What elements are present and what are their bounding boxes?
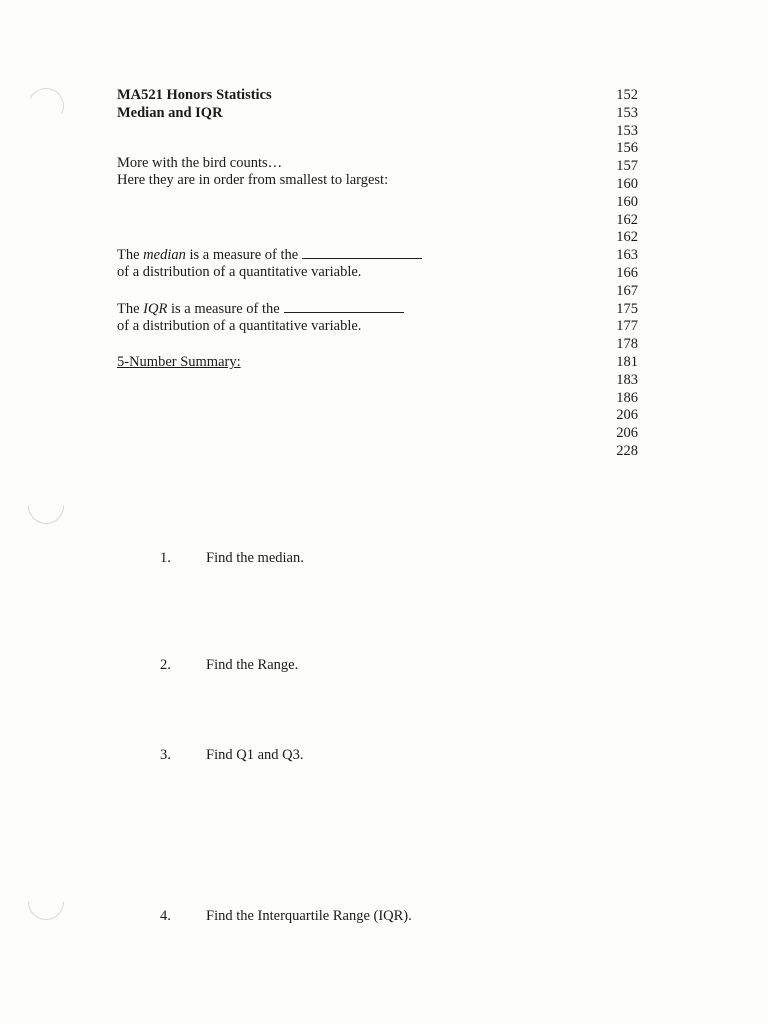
bird-count-value: 153 — [616, 122, 638, 139]
iqr-suffix: is a measure of the — [167, 301, 280, 317]
topic-title: Median and IQR — [117, 105, 223, 121]
intro-line-1: More with the bird counts… — [117, 155, 283, 171]
bird-count-value: 175 — [616, 300, 638, 317]
bird-count-value: 206 — [616, 407, 638, 424]
bird-count-value: 157 — [616, 158, 638, 175]
intro-line-2: Here they are in order from smallest to largest: — [117, 172, 389, 188]
bird-count-value: 156 — [616, 140, 638, 157]
bird-count-value: 160 — [616, 175, 638, 192]
binder-hole-middle — [21, 481, 72, 532]
bird-count-value: 183 — [616, 371, 638, 388]
bird-count-value: 166 — [616, 264, 638, 281]
question-text: Find the median. — [206, 550, 304, 566]
median-blank-line — [302, 246, 422, 259]
bird-count-value: 181 — [616, 353, 638, 370]
bird-count-value: 163 — [616, 247, 638, 264]
question-text: Find Q1 and Q3. — [206, 747, 304, 763]
bird-count-value: 228 — [616, 442, 638, 459]
bird-count-value: 177 — [616, 318, 638, 335]
median-prefix: The — [117, 247, 144, 263]
iqr-term: IQR — [143, 301, 168, 317]
iqr-blank-line — [284, 300, 404, 313]
bird-counts-list — [614, 87, 638, 461]
median-definition — [117, 246, 422, 281]
median-line-2: of a distribution of a quantitative variable. — [117, 264, 362, 280]
median-suffix: is a measure of the — [185, 247, 299, 263]
iqr-prefix: The — [117, 301, 144, 317]
median-term: median — [143, 247, 186, 263]
five-number-summary-label: 5-Number Summary: — [117, 354, 241, 370]
iqr-line-2: of a distribution of a quantitative variable. — [117, 318, 362, 334]
bird-count-value: 206 — [616, 425, 638, 442]
iqr-definition — [117, 300, 404, 335]
question-number: 1. — [160, 550, 171, 566]
bird-count-value: 162 — [616, 211, 638, 228]
course-title: MA521 Honors Statistics — [117, 87, 272, 103]
binder-hole-top — [23, 83, 69, 129]
question-number: 3. — [160, 747, 171, 763]
question-text: Find the Range. — [206, 657, 299, 673]
worksheet-title — [117, 86, 272, 122]
bird-count-value: 153 — [616, 104, 638, 121]
bird-count-value: 178 — [616, 336, 638, 353]
bird-count-value: 160 — [616, 193, 638, 210]
question-text: Find the Interquartile Range (IQR). — [206, 908, 412, 924]
bird-count-value: 167 — [616, 282, 638, 299]
binder-hole-bottom — [21, 877, 72, 928]
bird-count-value: 186 — [616, 389, 638, 406]
question-number: 4. — [160, 908, 171, 924]
intro-text — [117, 155, 388, 189]
bird-count-value: 162 — [616, 229, 638, 246]
bird-count-value: 152 — [616, 87, 638, 103]
question-number: 2. — [160, 657, 171, 673]
